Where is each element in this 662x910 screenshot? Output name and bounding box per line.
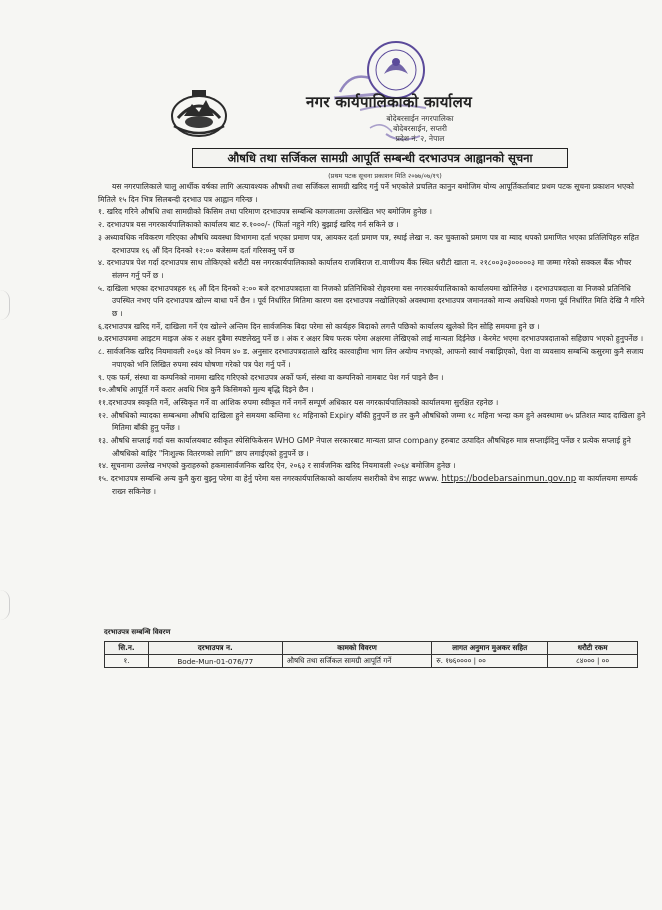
nepal-emblem-icon bbox=[168, 86, 230, 138]
notice-title: औषधि तथा सर्जिकल सामग्री आपूर्ति सम्बन्धी दरभाउपत्र आह्वानको सूचना bbox=[192, 148, 568, 168]
notice-item: १३. औषधि सप्लाई गर्दा यस कार्यालयबाट स्वीकृत स्पेसिफिकेसन WHO GMP नेपाल सरकारबाट मान्यता प्राप्त company हरुबाट उत्पादित औषधिहरु मात्र सप्लाईदिनु पर्नेछ र प्रत्येक सप्लाई हुने औषधिको बाहिर "निःशुल्क वितरणको लागि" छाप लगाईएको हुनुपर्ने छ । bbox=[98, 436, 631, 458]
notice-item-text: वा कार्यालयमा सम्पर्क राख्न सकिनेछ । bbox=[112, 474, 638, 496]
notice-item: १२. औषधिको म्यादका सम्बन्धमा औषधि दाखिला हुने समयमा कम्तिमा १८ महिनाको Expiry बाँकी हुनुपर्ने छ तर कुनै औषधिको जम्मा १८ महिना भन्दा कम हुने अवस्थामा ७५ प्रतिशत म्याद दाखिला हुने मितिमा बाँकी हुनु पर्नेछ । bbox=[98, 410, 646, 433]
table-header-row bbox=[105, 642, 638, 655]
notice-item-text: १५. दरभाउपत्र सम्बन्धि अन्य कुनै कुरा बुझ्नु परेमा वा हेर्नु परेमा यस नगरकार्यपालिकाको कार्यालय सशरीको वेभ साइट www. bbox=[98, 474, 439, 484]
office-address bbox=[350, 114, 490, 144]
office-sub-line: बोदेबरसाईन, सप्तरी bbox=[393, 124, 447, 133]
table-cell: Bode-Mun-01-076/77 bbox=[148, 655, 282, 668]
punch-hole-mark bbox=[0, 290, 10, 320]
column-header: सि.न. bbox=[105, 642, 149, 655]
notice-item: ४. दरभाउपत्र पेश गर्दा दरभाउपत्र साथ तोकिएको धरौटी यस नगरकार्यपालिकाको कार्यालय राजबिराज रा.वाणीज्य बैंक स्थित धरौटी खाता न. २१८००३०३०००००३ मा जम्मा गरेको सक्कल बैंक भौचर संलग्न गर्नु पर्ने छ । bbox=[98, 258, 632, 280]
table-row bbox=[105, 655, 638, 668]
notice-item: ७.दरभाउपत्रमा आइटम माइज अंक र अक्षर दुबैमा स्पष्टलेख्नु पर्ने छ । अंक र अक्षर बिच फरक परेमा अक्षरमा लेखिएको लाई मान्यता दिईनेछ । केरमेट भएमा दरभाउपत्रदाताको सहिछाप भएको हुनुपर्नेछ । bbox=[98, 334, 644, 344]
notice-item: ३ अध्यावधिक नविकरण गरिएका औषधि व्यवस्था विभागमा दर्ता भएका प्रमाण पत्र, आयकर दर्ता प्रमाण पत्र, स्थाई लेखा न. कर चुक्ताको प्रमाण पत्र वा म्याद थपको प्रमाणित भएका प्रतिलिपिहरु सहित दरभाउपत्र १६ औं दिन दिनको १२:०० बजेसम्म दर्ता गरिसक्नु पर्ने छ bbox=[98, 232, 639, 255]
table-cell: औषधि तथा सर्जिकल सामग्री आपूर्ति गर्ने bbox=[282, 655, 432, 668]
notice-item: १. खरिद गरिने औषधि तथा सामग्रीको किसिम तथा परिमाण दरभाउपत्र सम्बन्धि कागजातमा उल्लेखित भए बमोजिम हुनेछ । bbox=[98, 207, 432, 217]
notice-item: ८. सार्वजनिक खरिद नियमावली २०६४ को नियम ४० ड. अनुसार दरभाउपत्रदाताले खरिद कारवाहीमा भाग लिन अयोग्य नभएको, आफनो स्वार्थ नबाझिएको, पेशा वा व्यवसाय सम्बन्धि कसुरमा कुनै सजाय नपाएको भनि लिखित रुपमा स्वंय घोषणा गरेको पत्र पेश गर्नु पर्ने । bbox=[98, 347, 644, 369]
notice-intro: यस नगरपालिकाले चालु आर्थीक वर्षका लागि अत्यावश्यक औषधी तथा सर्जिकल सामग्री खरिद गर्नु पर्ने भएकोले प्रचलित कानुन बमोजिम योग्य आपूर्तिकर्ताबाट प्रथम पटक सूचना प्रकाशन भएको मितिले १५ दिन भित्र सिलबन्दी दरभाउ पत्र आह्वान गरिन्छ । bbox=[98, 182, 634, 204]
office-sub-line: बोदेबरसाईन नगरपालिका bbox=[386, 114, 454, 123]
column-header: लागत अनुमान मुअकर सहित bbox=[432, 642, 548, 655]
notice-item: ५. दाखिला भएका दरभाउपत्रहरु १६ औं दिन दिनको २:०० बजे दरभाउपत्रदाता वा निजको प्रतिनिधिको रोहवरमा यस नगरकार्यपालिकाको कार्यालयमा खोलिनेछ । दरभाउपत्रदाता वा निजको प्रतिनिधि उपस्थित नभए पनि दरभाउपत्र खोल्न बाधा पर्ने छैन । पूर्व निर्धारित मितिमा कारण वस दरभाउपत्र नखोलिएको अवस्थामा दरभाउपत्र जमानतको मान्य अवधिको गणना पूर्व निर्धारित मिति देखि नै गरिने छ । bbox=[98, 283, 645, 319]
notice-item: ६.दरभाउपत्र खरिद गर्ने, दाखिला गर्ने एंव खोल्ने अन्तिम दिन सार्वजनिक बिदा परेमा सो कार्यहरु बिदाको लगत्तै पछिको कार्यालय खुलेको दिन सोहि समयमा हुने छ । bbox=[98, 321, 540, 331]
notice-item: ९. एक फर्म, संस्था वा कम्पनिको नाममा खरिद गरिएको दरभाउपत्र अर्को फर्म, संस्था वा कम्पनिको नामबाट पेश गर्न पाइने छैन । bbox=[98, 372, 444, 382]
notice-item: १४. सूचनामा उल्लेख नभएको कुराहरुको हकमासार्वजनिक खरिद ऐन, २०६३ र सार्वजनिक खरिद नियमावली २०६४ बमोजिम हुनेछ । bbox=[98, 461, 456, 471]
punch-hole-mark bbox=[0, 590, 10, 620]
column-header: कामको विवरण bbox=[282, 642, 432, 655]
tender-details-table bbox=[104, 641, 638, 668]
table-cell: रु. १७६०००० | ०० bbox=[432, 655, 548, 668]
column-header: दरभाउपत्र न. bbox=[148, 642, 282, 655]
office-title: नगर कार्यपालिकाको कार्यालय bbox=[306, 93, 473, 111]
notice-body bbox=[98, 181, 646, 499]
notice-item: १०.औषधि आपूर्ति गर्ने करार अवधि भित्र कुनै किसिमको मुल्य बृद्धि दिइने छैन । bbox=[98, 385, 314, 395]
notice-item bbox=[98, 473, 646, 498]
office-sub-line: प्रदेश नं. २, नेपाल bbox=[395, 134, 445, 143]
publication-date-note: (प्रथम पटक सूचना प्रकाशन मिति २०७७/०७/१९) bbox=[328, 172, 442, 180]
table-heading: दरभाउपत्र सम्बन्धि विवरण bbox=[104, 628, 171, 636]
table-cell: ८४००० | ०० bbox=[548, 655, 638, 668]
notice-item: २. दरभाउपत्र यस नगरकार्यपालिकाको कार्यालय बाट रु.१०००/- (फिर्ता नहुने गरि) बुझाई खरिद गर्न सकिने छ । bbox=[98, 220, 399, 230]
notice-item: ११.दरभाउपत्र स्वकृति गर्ने, अस्विकृत गर्ने वा आंशिक रुपमा स्वीकृत गर्ने नगर्ने सम्पूर्ण अधिकार यस नगरकार्यपालिकाको कार्यालयमा सुरक्षित रहनेछ । bbox=[98, 397, 499, 407]
table-cell: १. bbox=[105, 655, 149, 668]
website-link[interactable]: https://bodebarsainmun.gov.np bbox=[441, 474, 577, 485]
column-header: धरौटी रकम bbox=[548, 642, 638, 655]
